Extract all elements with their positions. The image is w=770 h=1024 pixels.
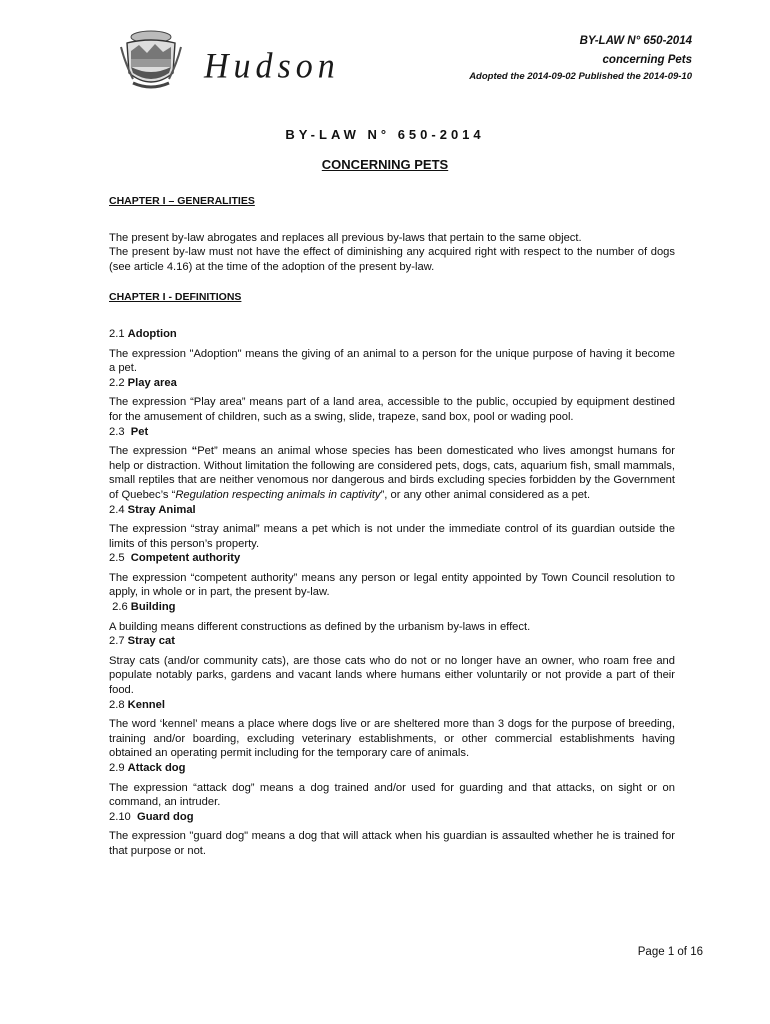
town-crest-logo <box>117 27 185 95</box>
text-run: The expression <box>109 445 192 458</box>
section-text-2-7: Stray cats (and/or community cats), are those cats who do not or no longer have an owner, who roam free and populate notably parks, gardens and vacant lands where humans either voluntarily or not provide a part of their food. <box>109 654 675 697</box>
generalities-paragraph-1: The present by-law abrogates and replaces all previous by-laws that pertain to the same object. <box>109 231 582 244</box>
header-topic: concerning Pets <box>602 54 692 66</box>
section-number: 2.6 <box>112 601 128 614</box>
section-heading-2-5 <box>109 551 675 566</box>
text-run: ”, or any other animal considered as a pet. <box>380 488 591 501</box>
section-title: Stray Animal <box>127 503 196 516</box>
section-text-2-10: The expression "guard dog" means a dog that will attack when his guardian is assaulted whether he is trained for that purpose or not. <box>109 830 675 857</box>
section-number: 2.2 <box>109 376 125 389</box>
section-title: Competent authority <box>130 552 241 565</box>
section-title: Pet <box>130 425 149 438</box>
section-number: 2.9 <box>109 762 125 774</box>
document-body <box>109 194 675 859</box>
section-title: Adoption <box>127 327 177 340</box>
section-number: 2.4 <box>109 503 125 516</box>
section-heading-2-3 <box>109 425 675 440</box>
section-text-2-1: The expression "Adoption" means the giving of an animal to a person for the unique purpose of having it become a pet. <box>109 347 675 375</box>
header-dates: Adopted the 2014-09-02 Published the 2014-09-10 <box>469 71 692 82</box>
section-title: Building <box>130 601 176 614</box>
section-heading-2-2 <box>109 376 675 391</box>
section-text-2-3 <box>109 444 675 502</box>
section-text-2-6: A building means different constructions as defined by the urbanism by-laws in effect. <box>109 620 531 633</box>
regulation-title: Regulation respecting animals in captivity <box>175 488 381 501</box>
section-text-2-9: The expression “attack dog” means a dog trained and/or used for guarding and that attacks, on sight or on command, an intruder. <box>109 781 675 809</box>
chapter-heading-definitions: CHAPTER I - DEFINITIONS <box>109 291 242 304</box>
section-heading-2-10 <box>109 810 675 825</box>
section-number: 2.7 <box>109 635 125 648</box>
section-number: 2.5 <box>109 552 125 565</box>
text-run: “ <box>191 445 198 458</box>
section-heading-2-7 <box>109 634 675 649</box>
section-text-2-2: The expression “Play area” means part of a land area, accessible to the public, occupied by equipment destined for the amusement of children, such as a swing, slide, trapeze, sand box, pool or wading pool. <box>109 396 675 423</box>
section-text-2-4: The expression “stray animal” means a pet which is not under the immediate control of its guardian outside the limits of this person’s property. <box>109 523 675 550</box>
section-number: 2.3 <box>109 425 125 438</box>
section-text-2-5: The expression “competent authority” means any person or legal entity appointed by Town Council resolution to apply, in whole or in part, the present by-law. <box>109 571 675 599</box>
section-number: 2.8 <box>109 698 125 711</box>
section-heading-2-1 <box>109 327 675 342</box>
document-title: BY-LAW N° 650-2014 <box>285 127 485 142</box>
chapter-heading-generalities: CHAPTER I – GENERALITIES <box>109 195 255 207</box>
section-title: Guard dog <box>137 810 194 823</box>
section-heading-2-9 <box>109 761 675 776</box>
section-number: 2.10 <box>109 810 131 823</box>
section-title: Kennel <box>127 698 165 711</box>
page-number: Page 1 of 16 <box>637 946 703 958</box>
section-title: Attack dog <box>127 762 186 774</box>
section-heading-2-4 <box>109 503 675 518</box>
section-heading-2-6 <box>109 600 675 615</box>
header-bylaw-ref: BY-LAW N° 650-2014 <box>579 35 692 47</box>
document-subtitle: CONCERNING PETS <box>321 157 449 172</box>
section-number: 2.1 <box>109 327 125 340</box>
section-heading-2-8 <box>109 698 675 713</box>
section-title: Stray cat <box>127 635 175 648</box>
section-text-2-8: The word ‘kennel’ means a place where dogs live or are sheltered more than 3 dogs for the purpose of breeding, training and/or boarding, excluding veterinary establishments, or other commercial establishments having obtained an operating permit including for the temporary care of animals. <box>109 718 675 760</box>
text-run: Pet” means an animal whose species has been domesticated who lives amongst humans for help or distraction. Without limitation the following are considered pets, dogs, cats, aquarium fish, small mammals, small reptiles that are neither venomous nor dangerous and birds excluding species forbidden by the Government of Quebec’s “ <box>109 445 676 501</box>
section-title: Play area <box>127 376 177 389</box>
town-logo-wordmark: Hudson <box>204 47 340 86</box>
generalities-paragraph-2: The present by-law must not have the effect of diminishing any acquired right with respect to the number of dogs (see article 4.16) at the time of the adoption of the present by-law. <box>109 246 675 273</box>
